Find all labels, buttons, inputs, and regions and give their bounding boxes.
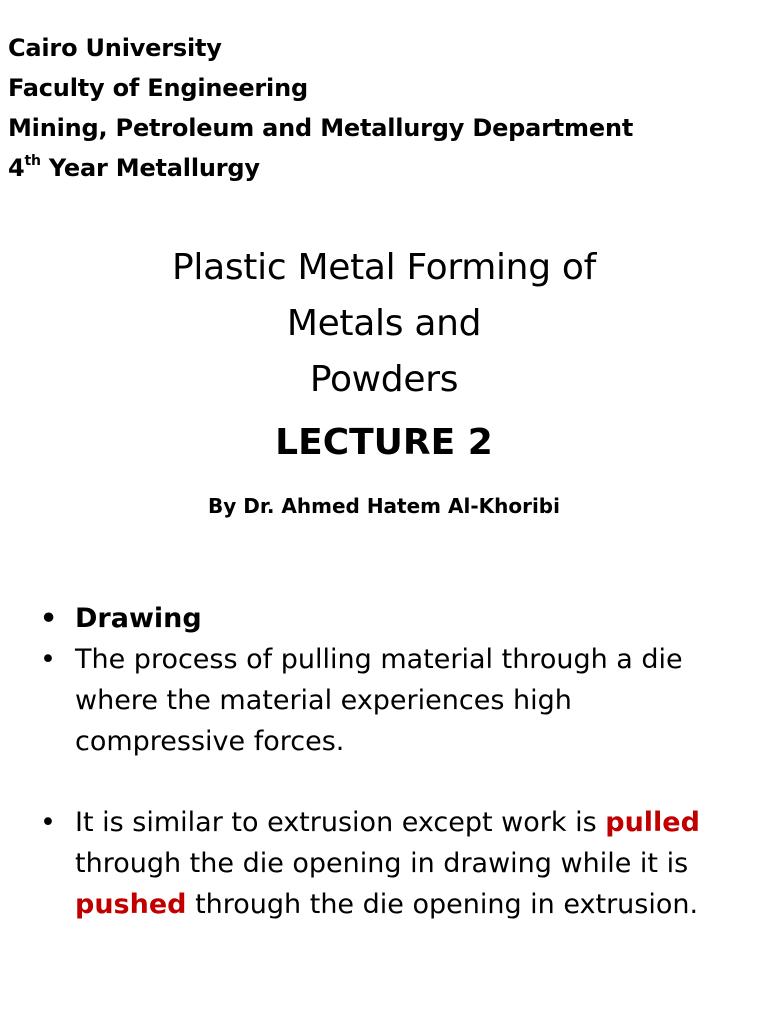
emphasis-pushed: pushed <box>75 889 187 920</box>
bullet-definition-text: The process of pulling material through a die where the material experiences high compressive forces. <box>75 644 683 757</box>
year-number: 4 <box>8 154 25 182</box>
lecture-title <box>0 240 768 408</box>
bullet-comparison <box>40 802 740 925</box>
department-name: Mining, Petroleum and Metallurgy Department <box>8 114 634 142</box>
bullet-drawing-text: Drawing <box>75 603 202 634</box>
emphasis-pulled: pulled <box>605 807 700 838</box>
bullet-drawing <box>40 598 740 639</box>
title-line-1: Plastic Metal Forming of <box>171 247 596 288</box>
title-line-2: Metals and <box>286 303 482 344</box>
lecture-number: LECTURE 2 <box>275 422 493 463</box>
title-line-3: Powders <box>309 359 459 400</box>
author-line: By Dr. Ahmed Hatem Al-Khoribi <box>208 494 560 518</box>
bullet-dot: • <box>40 603 58 634</box>
year-ordinal: th <box>24 153 41 169</box>
comparison-text-middle: through the die opening in drawing while it is <box>75 848 689 879</box>
faculty-name: Faculty of Engineering <box>8 74 308 102</box>
bullet-list <box>40 598 740 925</box>
bullet-dot: • <box>40 807 56 838</box>
university-name: Cairo University <box>8 34 222 62</box>
year-rest: Year Metallurgy <box>40 154 260 182</box>
institution-header <box>8 28 633 188</box>
year-label <box>8 148 633 188</box>
bullet-definition <box>40 639 740 762</box>
comparison-text-end: through the die opening in extrusion. <box>186 889 699 920</box>
comparison-text-start: It is similar to extrusion except work is <box>75 807 606 838</box>
bullet-dot: • <box>40 644 56 675</box>
